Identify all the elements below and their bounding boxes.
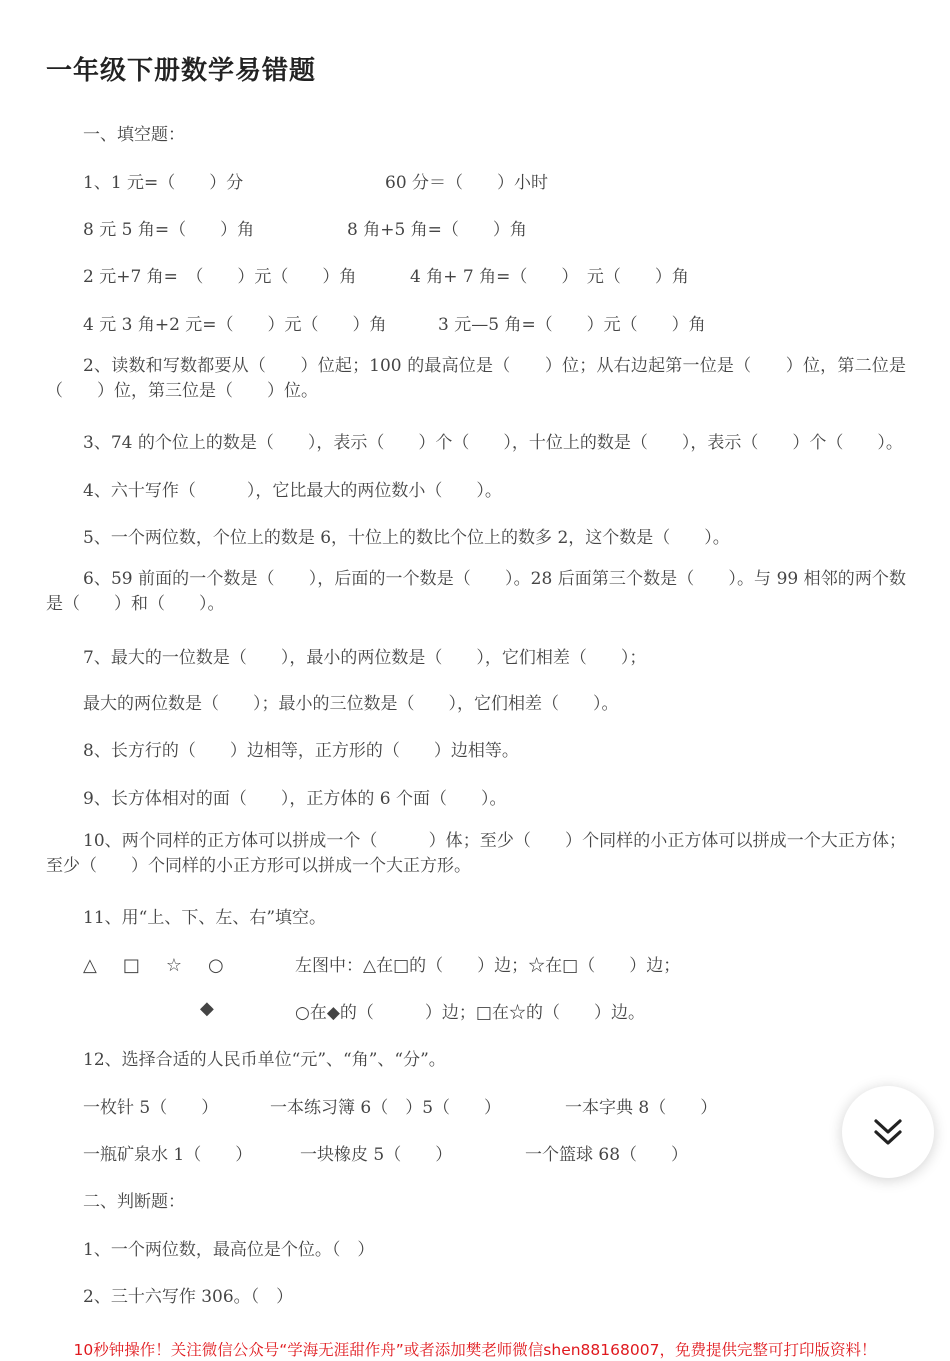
- question-11-line2: ○在◆的（ ）边；□在☆的（ ）边。: [295, 1003, 645, 1023]
- q1-row2-left: 8 元 5 角=（ ）角: [83, 220, 255, 240]
- section1-heading: 一、填空题：: [83, 125, 185, 145]
- question-4: 4、六十写作（ ），它比最大的两位数小（ ）。: [83, 481, 502, 501]
- scroll-down-button[interactable]: [842, 1086, 934, 1178]
- question-5: 5、一个两位数，个位上的数是 6，十位上的数比个位上的数多 2，这个数是（ ）。: [83, 528, 730, 548]
- q1-row2-right: 8 角+5 角=（ ）角: [347, 220, 527, 240]
- double-chevron-down-icon: [871, 1115, 905, 1149]
- question-2: 2、读数和写数都要从（ ）位起；100 的最高位是（ ）位；从右边起第一位是（ ）位，第二位是（ ）位，第三位是（ ）位。: [46, 356, 906, 401]
- question-11: 11、用“上、下、左、右”填空。: [83, 908, 327, 928]
- judge-question-1: 1、一个两位数，最高位是个位。（ ）: [83, 1240, 375, 1260]
- diamond-shape: ◆: [200, 998, 214, 1019]
- q12-item-notebook: 一本练习簿 6（ ）5（ ）: [270, 1098, 502, 1118]
- question-8: 8、长方行的（ ）边相等，正方形的（ ）边相等。: [83, 741, 519, 761]
- q1-row3-left: 2 元+7 角= （ ）元（ ）角: [83, 267, 357, 287]
- q12-item-basketball: 一个篮球 68（ ）: [525, 1145, 689, 1165]
- question-10: 10、两个同样的正方体可以拼成一个（ ）体；至少（ ）个同样的小正方体可以拼成一个大正方体；至少（ ）个同样的小正方形可以拼成一个大正方形。: [46, 831, 906, 876]
- judge-question-2: 2、三十六写作 306。（ ）: [83, 1287, 294, 1307]
- q1-row1-right: 60 分＝（ ）小时: [385, 173, 549, 193]
- q1-row1-left: 1、1 元=（ ）分: [83, 173, 244, 193]
- question-7-line2: 最大的两位数是（ ）；最小的三位数是（ ），它们相差（ ）。: [83, 694, 619, 714]
- q1-row4-right: 3 元—5 角=（ ）元（ ）角: [438, 315, 706, 335]
- promo-footer: 10秒钟操作！关注微信公众号“学海无涯甜作舟”或者添加樊老师微信shen88168007，免费提供完整可打印版资料！: [73, 1341, 877, 1359]
- question-12: 12、选择合适的人民币单位“元”、“角”、“分”。: [83, 1050, 446, 1070]
- q12-item-needle: 一枚针 5（ ）: [83, 1098, 219, 1118]
- question-3: 3、74 的个位上的数是（ ），表示（ ）个（ ），十位上的数是（ ），表示（ ）个（ ）。: [83, 433, 903, 453]
- section2-heading: 二、判断题：: [83, 1192, 185, 1212]
- q1-row3-right: 4 角+ 7 角=（ ） 元（ ）角: [410, 267, 689, 287]
- question-11-line1: 左图中：△在□的（ ）边；☆在□（ ）边；: [295, 956, 681, 976]
- shape-row: △ □ ☆ ○: [83, 955, 228, 976]
- q1-row4-left: 4 元 3 角+2 元=（ ）元（ ）角: [83, 315, 387, 335]
- question-7-line1: 7、最大的一位数是（ ），最小的两位数是（ ），它们相差（ ）；: [83, 648, 647, 668]
- question-6: 6、59 前面的一个数是（ ），后面的一个数是（ ）。28 后面第三个数是（ ）。与 99 相邻的两个数是（ ）和（ ）。: [46, 569, 906, 614]
- q12-item-eraser: 一块橡皮 5（ ）: [300, 1145, 453, 1165]
- q12-item-water: 一瓶矿泉水 1（ ）: [83, 1145, 253, 1165]
- page-title: 一年级下册数学易错题: [46, 56, 317, 86]
- q12-item-dictionary: 一本字典 8（ ）: [565, 1098, 718, 1118]
- question-9: 9、长方体相对的面（ ），正方体的 6 个面（ ）。: [83, 789, 507, 809]
